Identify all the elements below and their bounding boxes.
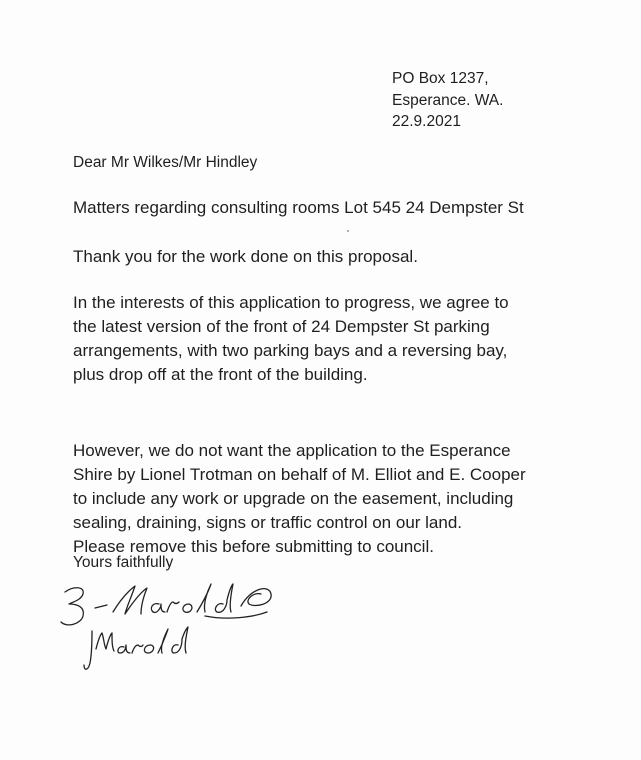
closing: Yours faithfully [73,554,174,571]
letter-date: 22.9.2021 [392,113,461,130]
paragraph-line: However, we do not want the application to the Esperance [73,441,511,460]
paragraph-line: Shire by Lionel Trotman on behalf of M. Elliot and E. Cooper [73,465,526,484]
signature-secondary [80,625,200,677]
paragraph-line: to include any work or upgrade on the easement, including [73,489,514,508]
paragraph-line: arrangements, with two parking bays and a reversing bay, [73,341,508,360]
address-line-1: PO Box 1237, [392,70,489,87]
paragraph-line: plus drop off at the front of the building. [73,365,368,384]
paragraph-agreement [73,291,509,387]
paragraph-thanks [73,245,418,269]
paragraph-line: In the interests of this application to progress, we agree to [73,293,509,312]
paper-speck [347,230,349,232]
address-line-2: Esperance. WA. [392,91,504,109]
signature-secondary-drawing [80,625,200,677]
subject-line: Matters regarding consulting rooms Lot 545 24 Dempster St [73,198,524,217]
sender-address [392,68,503,133]
salutation: Dear Mr Wilkes/Mr Hindley [73,154,258,171]
paragraph-line: sealing, draining, signs or traffic control on our land. [73,513,463,532]
paragraph-objection [73,439,526,559]
paragraph-line: Thank you for the work done on this proposal. [73,247,418,266]
paragraph-line: Please remove this before submitting to council. [73,537,434,556]
paragraph-line: the latest version of the front of 24 Dempster St parking [73,317,490,336]
